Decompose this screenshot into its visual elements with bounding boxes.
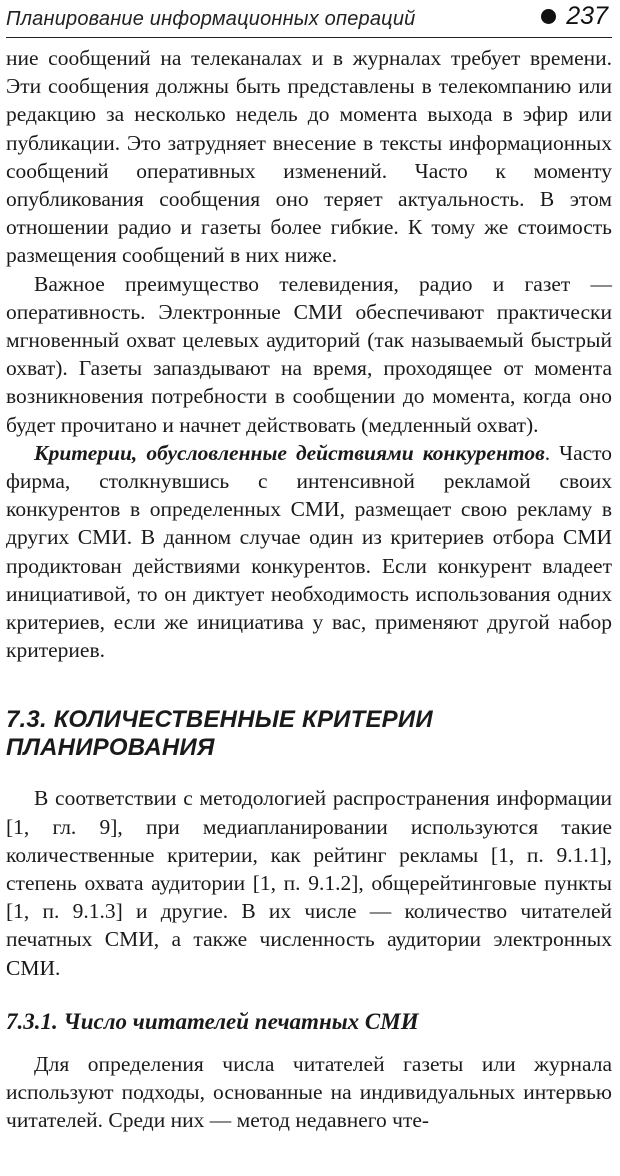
running-title: Планирование информационных операций: [6, 8, 416, 30]
paragraph-lead-term: Критерии, обусловленные действиями конкурентов: [34, 440, 545, 465]
paragraph-quantitative: В соответствии с методологией распространения информации [1, гл. 9], при медиапланировании используются такие количественные критерии, как рейтинг рекламы [1, п. 9.1.1], степень охвата аудитории [1, п. 9.1.2], общерейтинговые пункты [1, п. 9.1.3] и другие. В их числе — количество читателей печатных СМИ, а также численность аудитории электронных СМИ.: [6, 786, 612, 980]
paragraph-efficiency: Важное преимущество телевидения, радио и газет — оперативность. Электронные СМИ обеспечивают практически мгновенный охват целевых аудиторий (так называемый быстрый охват). Газеты запаздывают на время, проходящее от момента возникновения потребности в сообщении до момента, когда оно будет прочитано и начнет действовать (медленный охват).: [6, 271, 612, 437]
subsection-heading: 7.3.1. Число читателей печатных СМИ: [6, 1008, 419, 1034]
paragraph-readers: Для определения числа читателей газеты или журнала используют подходы, основанные на индивидуальных интервью читателей. Среди них — метод недавнего чте-: [6, 1051, 612, 1133]
paragraph-competitors-body: . Часто фирма, столкнувшись с интенсивной рекламой своих конкурентов в определенных СМИ, размещает свою рекламу в других СМИ. В данном случае один из критериев отбора СМИ продиктован действиями конкурентов. Если конкурент владеет инициативой, то он диктует необходимость использования одних критериев, если же инициатива у вас, применяют другой набор критериев.: [6, 440, 613, 663]
page-number-group: [541, 2, 608, 31]
paragraph-competitors: [6, 439, 612, 665]
page-number: 237: [566, 2, 608, 30]
paragraph-continued: ние сообщений на телеканалах и в журналах требует времени. Эти сообщения должны быть представлены в телекомпанию или редакцию за несколько недель до момента выхода в эфир или публикации. Это затрудняет внесение в тексты информационных сообщений оперативных изменений. Часто к моменту опубликования сообщения оно теряет актуальность. В этом отношении радио и газеты более гибкие. К тому же стоимость размещения сообщений в них ниже.: [6, 46, 612, 268]
running-header: [6, 0, 612, 38]
section-heading: 7.3. КОЛИЧЕСТВЕННЫЕ КРИТЕРИИ ПЛАНИРОВАНИЯ: [6, 706, 433, 762]
bullet-icon: [541, 9, 556, 24]
